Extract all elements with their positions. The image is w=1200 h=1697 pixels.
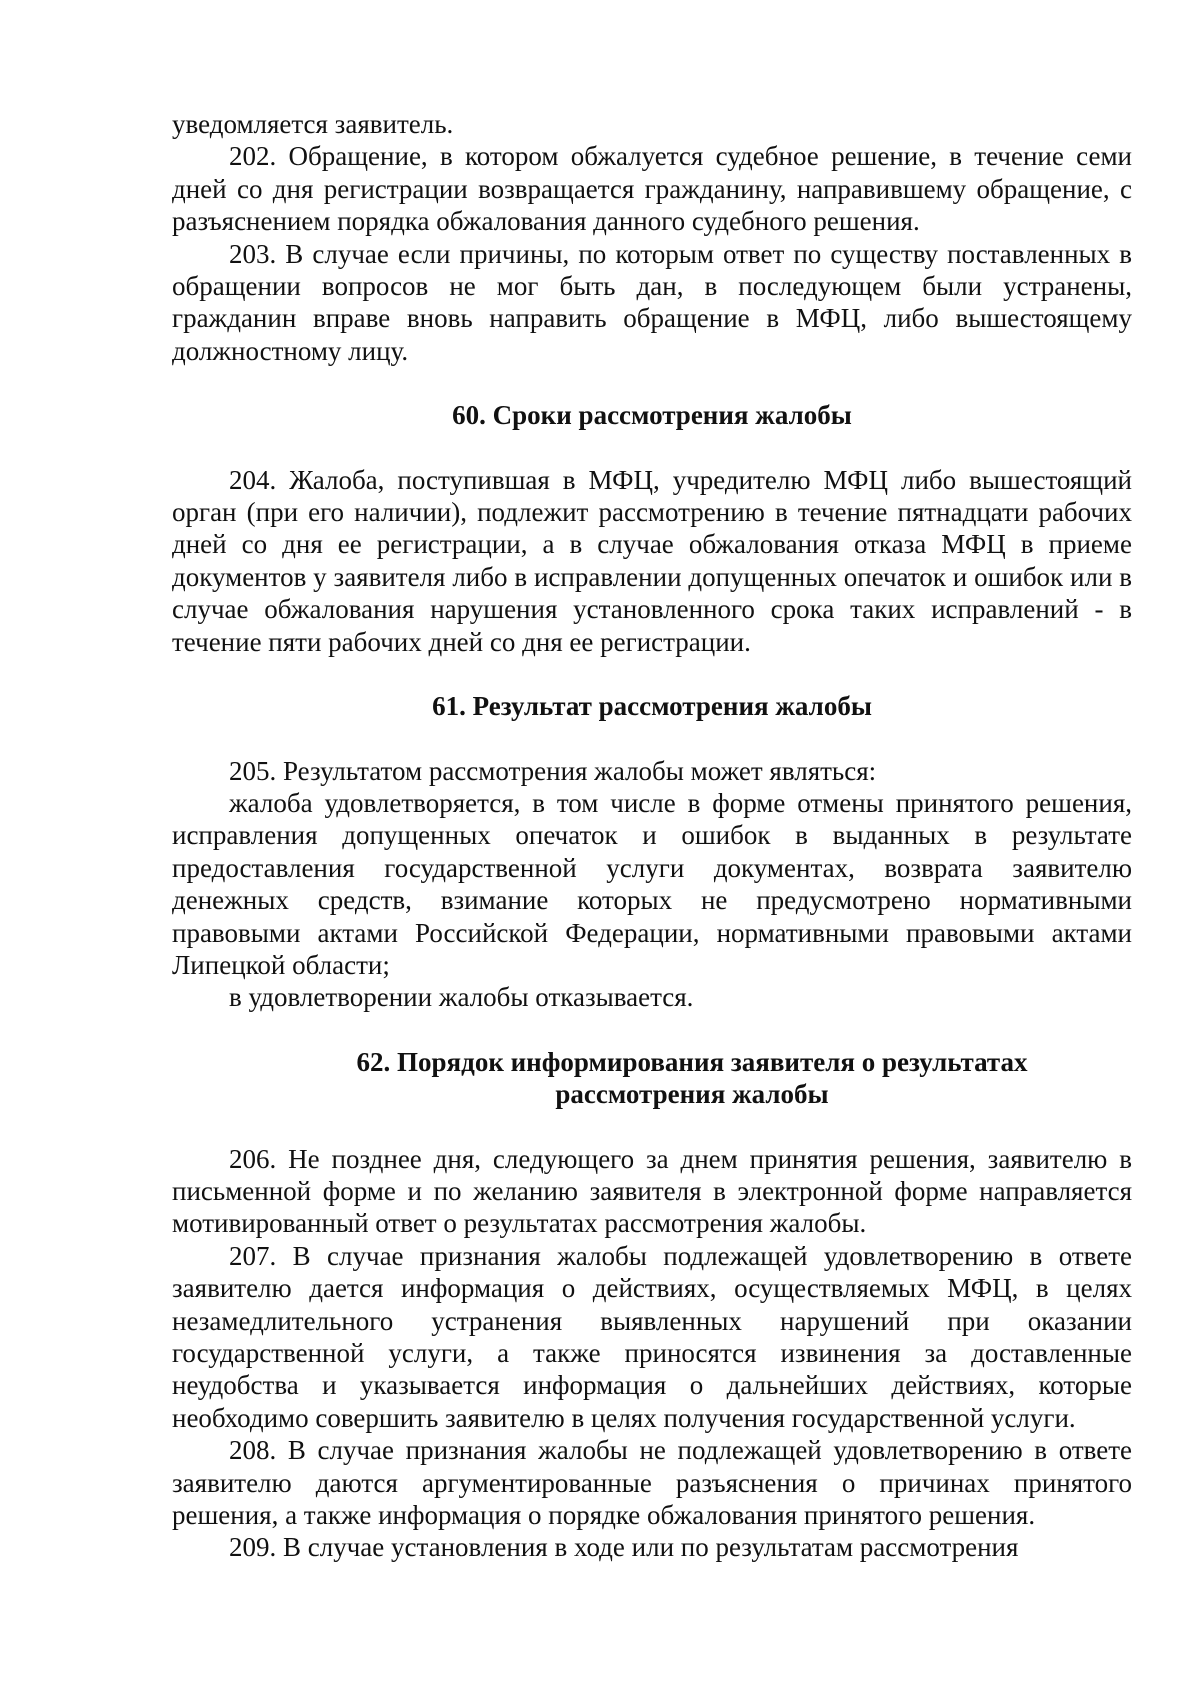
spacer	[172, 723, 1132, 755]
section-heading-61: 61. Результат рассмотрения жалобы	[432, 691, 872, 722]
paragraph-202: 202. Обращение, в котором обжалуется судебное решение, в течение семи дней со дня регистрации возвращается гражданину, направившему обращение, с разъяснением порядка обжалования данного судебного решения.	[172, 141, 1132, 237]
paragraph-203: 203. В случае если причины, по которым ответ по существу поставленных в обращении вопросов не мог быть дан, в последующем были устранены, гражданин вправе вновь направить обращение в МФЦ, либо вышестоящему должностному лицу.	[172, 238, 1132, 366]
paragraph-206: 206. Не позднее дня, следующего за днем принятия решения, заявителю в письменной форме и по желанию заявителя в электронной форме направляется мотивированный ответ о результатах рассмотрения жалобы.	[172, 1143, 1132, 1239]
section-heading-62-line1: 62. Порядок информирования заявителя о результатах	[356, 1046, 1028, 1077]
section-heading-60: 60. Сроки рассмотрения жалобы	[452, 400, 852, 431]
paragraph-208: 208. В случае признания жалобы не подлежащей удовлетворению в ответе заявителю даются аргументированные разъяснения о причинах принятого решения, а также информация о порядке обжалования принятого решения.	[172, 1435, 1132, 1531]
section-heading-62-line2: рассмотрения жалобы	[555, 1079, 829, 1110]
paragraph-207: 207. В случае признания жалобы подлежащей удовлетворению в ответе заявителю дается информация о действиях, осуществляемых МФЦ, в целях незамедлительного устранения выявленных нарушений при оказании государственной услуги, а также приносятся извинения за доставленные неудобства и указывается информация о дальнейших действиях, которые необходимо совершить заявителю в целях получения государственной услуги.	[172, 1240, 1132, 1433]
paragraph-205-item-b: в удовлетворении жалобы отказывается.	[229, 982, 694, 1013]
paragraph-intro: уведомляется заявитель.	[172, 109, 454, 139]
paragraph-205-item-a: жалоба удовлетворяется, в том числе в форме отмены принятого решения, исправления допущенных опечаток и ошибок в выданных в результате предоставления государственной услуги документах, возврата заявителю денежных средств, взимание которых не предусмотрено нормативными правовыми актами Российской Федерации, нормативными правовыми актами Липецкой области;	[172, 787, 1132, 980]
section-heading-62	[172, 1046, 1132, 1111]
spacer	[172, 1014, 1132, 1046]
document-page	[172, 108, 1132, 1564]
paragraph-209: 209. В случае установления в ходе или по результатам рассмотрения	[229, 1532, 1019, 1563]
spacer	[172, 1111, 1132, 1143]
spacer	[172, 658, 1132, 690]
spacer	[172, 367, 1132, 399]
paragraph-205: 205. Результатом рассмотрения жалобы может являться:	[229, 755, 877, 786]
spacer	[172, 432, 1132, 464]
paragraph-204: 204. Жалоба, поступившая в МФЦ, учредителю МФЦ либо вышестоящий орган (при его наличии), подлежит рассмотрению в течение пятнадцати рабочих дней со дня ее регистрации, а в случае обжалования отказа МФЦ в приеме документов у заявителя либо в исправлении допущенных опечаток и ошибок или в случае обжалования нарушения установленного срока таких исправлений - в течение пяти рабочих дней со дня ее регистрации.	[172, 464, 1132, 657]
